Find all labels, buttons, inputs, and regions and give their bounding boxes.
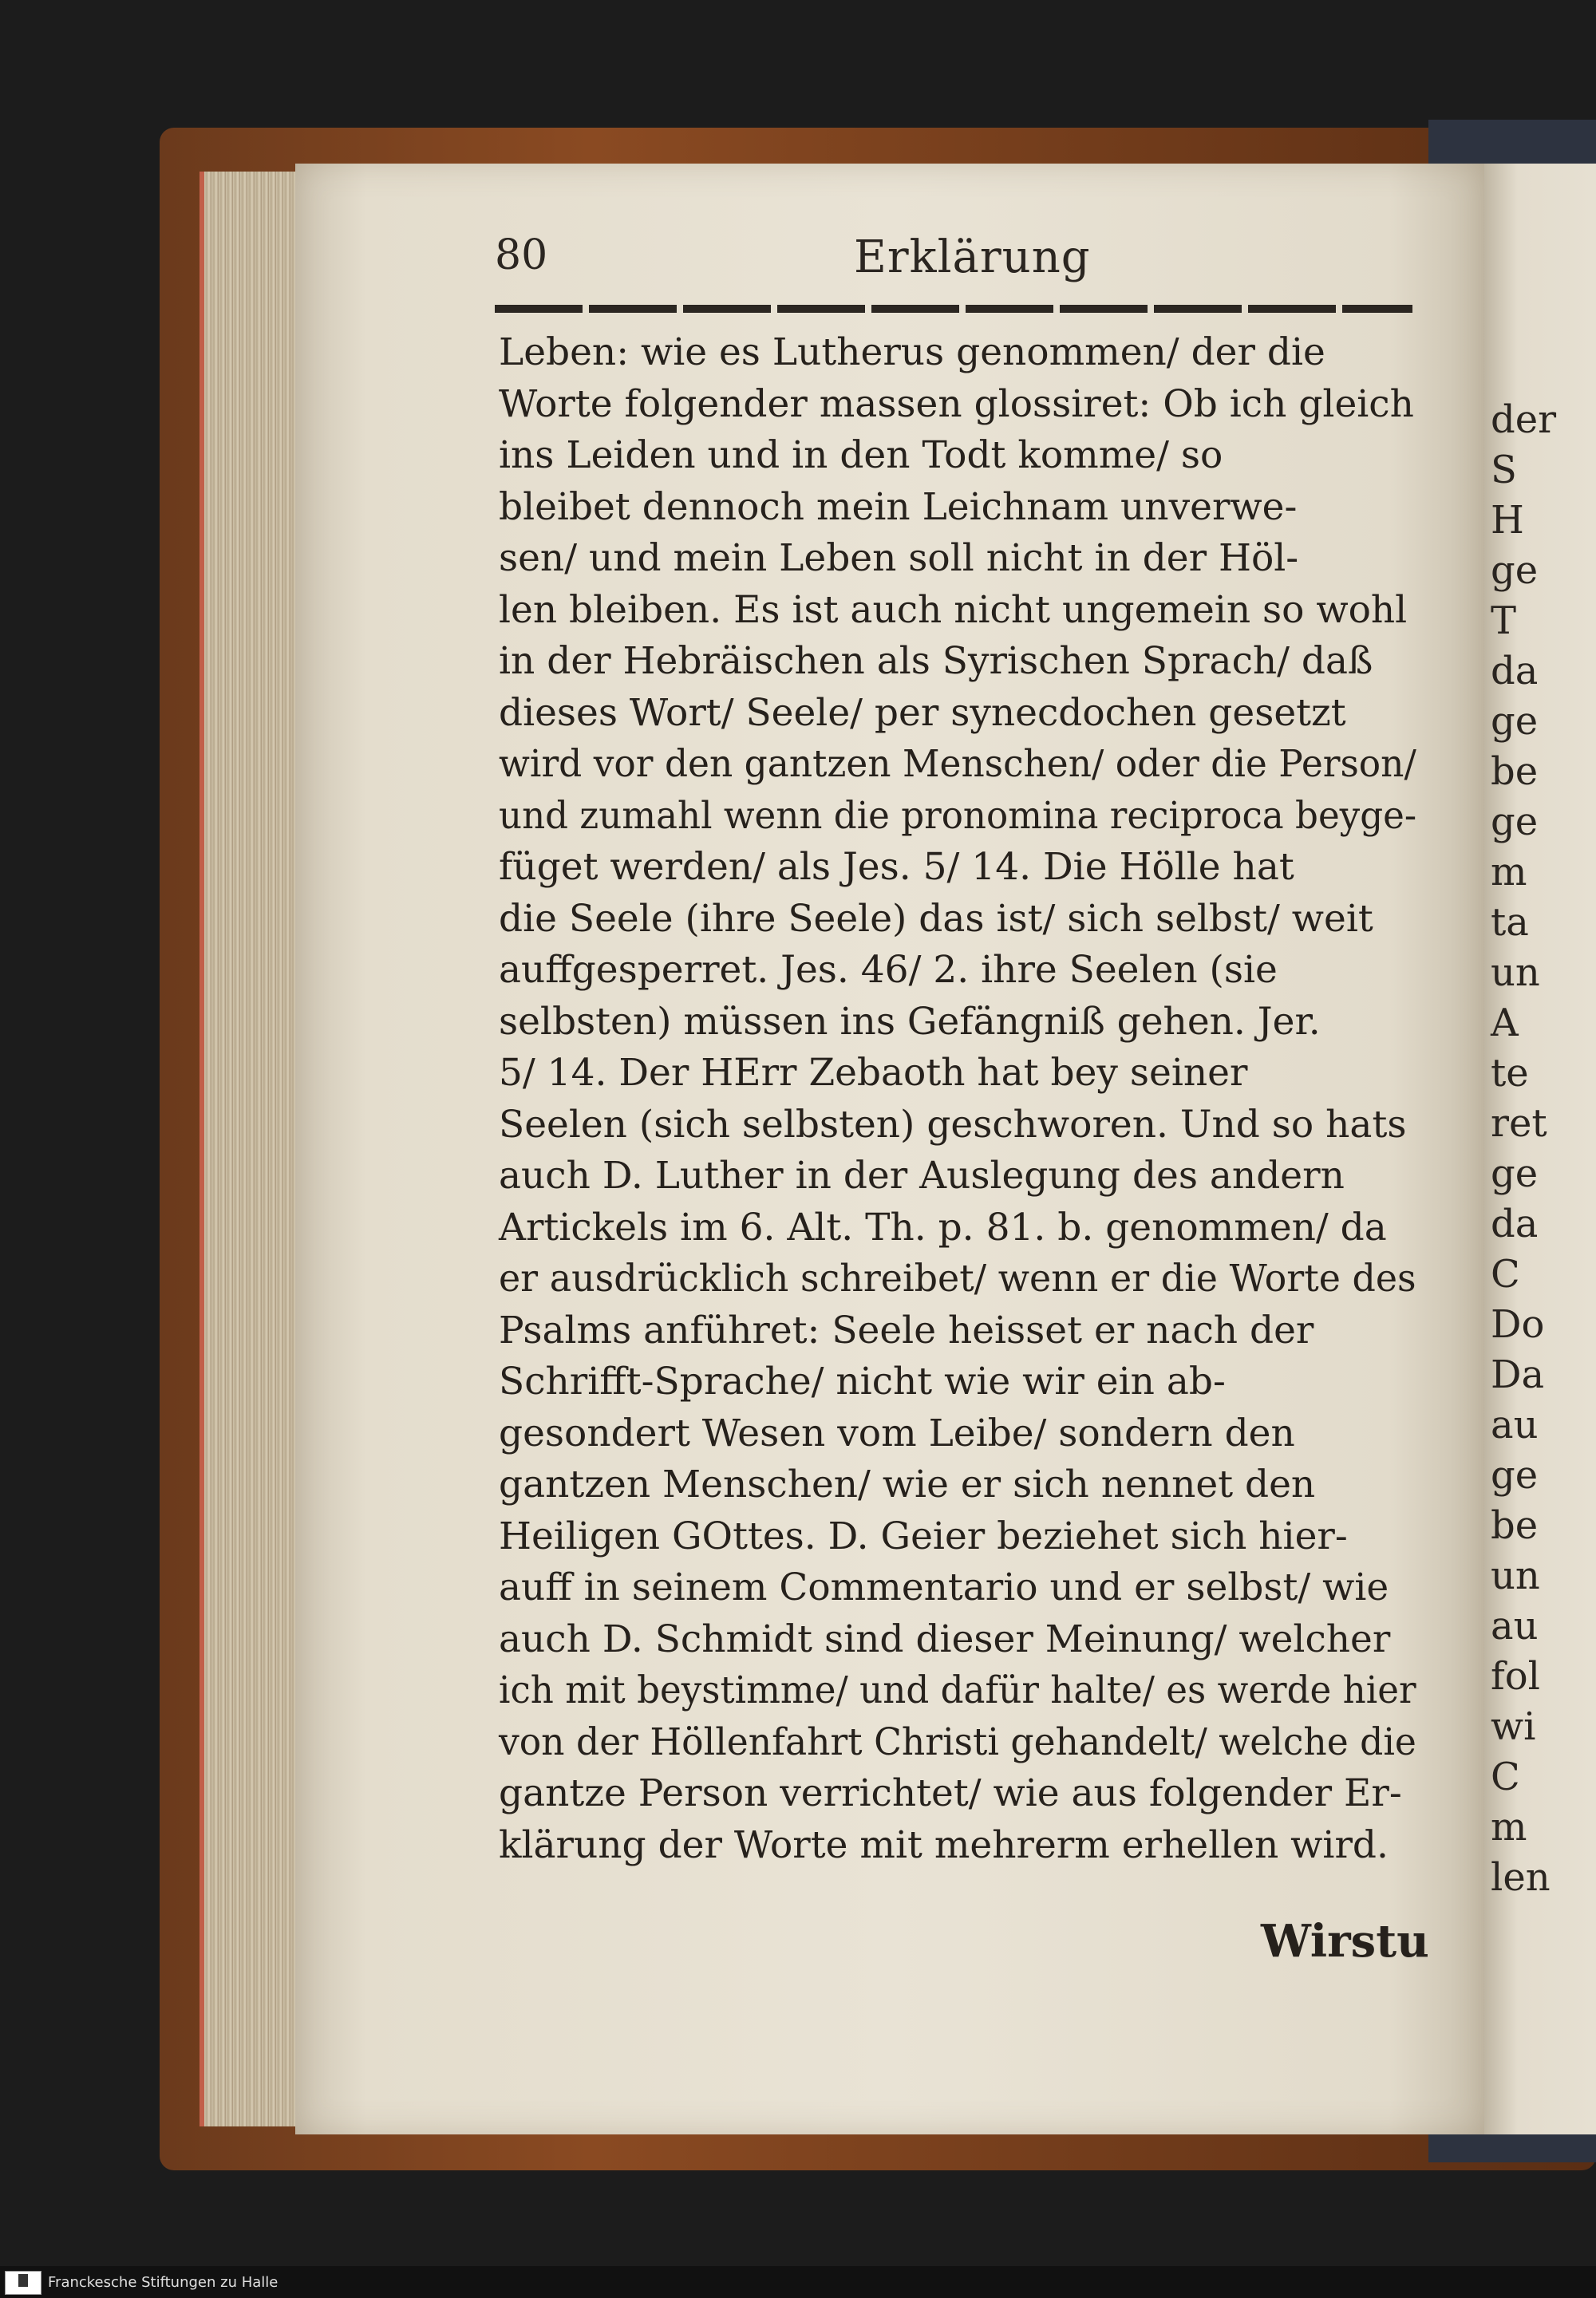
text-line: auch D. Luther in der Auslegung des andern [499, 1154, 1345, 1198]
text-line: gesondert Wesen vom Leibe/ sondern den [499, 1411, 1295, 1455]
facing-fragment: be [1491, 749, 1539, 794]
body-text [499, 327, 1416, 1871]
text-line: auff in seinem Commentario und er selbst/ wie [499, 1566, 1389, 1609]
facing-fragment: ta [1491, 900, 1529, 945]
header-rule [495, 305, 1412, 313]
facing-fragment: C [1491, 1252, 1520, 1297]
facing-fragment: au [1491, 1403, 1539, 1447]
facing-fragment: A [1491, 1001, 1519, 1045]
footer-institution: Franckesche Stiftungen zu Halle [48, 2274, 279, 2291]
facing-fragment: ge [1491, 800, 1539, 844]
facing-fragment: m [1491, 1805, 1527, 1850]
catchword: Wirstu [1261, 1915, 1429, 1968]
text-line: sen/ und mein Leben soll nicht in der Höl- [499, 536, 1299, 580]
text-line: klärung der Worte mit mehrerm erhellen wird. [499, 1822, 1389, 1867]
facing-fragment: be [1491, 1503, 1539, 1548]
text-line: ins Leiden und in den Todt komme/ so [499, 433, 1223, 477]
page-number: 80 [495, 231, 548, 279]
facing-fragment: wi [1491, 1704, 1536, 1749]
text-line: 5/ 14. Der HErr Zebaoth hat bey seiner [499, 1051, 1248, 1095]
text-line: die Seele (ihre Seele) das ist/ sich selbst/ weit [499, 896, 1373, 941]
facing-fragment: len [1491, 1855, 1551, 1900]
text-line: und zumahl wenn die pronomina reciproca beyge- [499, 793, 1417, 838]
text-line: ich mit beystimme/ und dafür halte/ es werde hier [499, 1668, 1416, 1712]
text-line: Artickels im 6. Alt. Th. p. 81. b. genommen/ da [499, 1205, 1387, 1250]
facing-fragment: m [1491, 850, 1527, 894]
text-line: Worte folgender massen glossiret: Ob ich gleich [499, 381, 1414, 426]
facing-fragment: ge [1491, 548, 1539, 593]
running-head: Erklärung [854, 231, 1091, 283]
text-line: gantzen Menschen/ wie er sich nennet den [499, 1463, 1316, 1506]
text-line: bleibet dennoch mein Leichnam unverwe- [499, 484, 1298, 529]
text-line: Heiligen GOttes. D. Geier beziehet sich hier- [499, 1514, 1348, 1558]
text-line: Seelen (sich selbsten) geschworen. Und so hats [499, 1102, 1407, 1147]
text-line: dieses Wort/ Seele/ per synecdochen gesetzt [499, 690, 1346, 735]
facing-fragment: da [1491, 1202, 1539, 1246]
facing-fragment: ret [1491, 1101, 1547, 1146]
page-header [495, 231, 1428, 295]
footer-bar [0, 2266, 1596, 2298]
facing-fragment: Do [1491, 1302, 1545, 1347]
facing-fragment: fol [1491, 1654, 1541, 1699]
facing-fragment: un [1491, 950, 1540, 995]
facing-fragment: Da [1491, 1352, 1545, 1397]
facing-fragment: ge [1491, 1453, 1539, 1498]
facing-fragment: der [1491, 397, 1557, 442]
text-line: auffgesperret. Jes. 46/ 2. ihre Seelen (sie [499, 948, 1278, 992]
facing-fragment: ge [1491, 699, 1539, 744]
facing-fragment: T [1491, 598, 1517, 643]
facing-fragment: da [1491, 649, 1539, 693]
facing-fragment: ge [1491, 1151, 1539, 1196]
facing-fragment: H [1491, 498, 1524, 543]
text-line: Psalms anführet: Seele heisset er nach der [499, 1308, 1314, 1352]
text-line: wird vor den gantzen Menschen/ oder die Person/ [499, 742, 1416, 786]
text-line: Schrifft-Sprache/ nicht wie wir ein ab- [499, 1360, 1226, 1404]
facing-page-fragments [1484, 164, 1596, 1903]
text-line: len bleiben. Es ist auch nicht ungemein so wohl [499, 587, 1408, 632]
facing-fragment: C [1491, 1755, 1520, 1799]
facing-fragment: un [1491, 1554, 1540, 1598]
text-line: selbsten) müssen ins Gefängniß gehen. Jer. [499, 999, 1321, 1044]
page-edges [200, 172, 308, 2126]
facing-fragment: S [1491, 448, 1517, 492]
text-line: auch D. Schmidt sind dieser Meinung/ welcher [499, 1617, 1391, 1661]
text-line: füget werden/ als Jes. 5/ 14. Die Hölle hat [499, 845, 1294, 889]
facing-fragment: au [1491, 1604, 1539, 1648]
institution-logo-icon [5, 2271, 41, 2295]
text-line: er ausdrücklich schreibet/ wenn er die Worte des [499, 1257, 1416, 1301]
facing-fragment: te [1491, 1051, 1529, 1096]
text-line: in der Hebräischen als Syrischen Sprach/ daß [499, 639, 1373, 683]
text-line: gantze Person verrichtet/ wie aus folgender Er- [499, 1771, 1402, 1815]
text-line: Leben: wie es Lutherus genommen/ der die [499, 330, 1325, 374]
text-line: von der Höllenfahrt Christi gehandelt/ welche die [499, 1720, 1416, 1764]
facing-page [1484, 164, 1596, 2134]
